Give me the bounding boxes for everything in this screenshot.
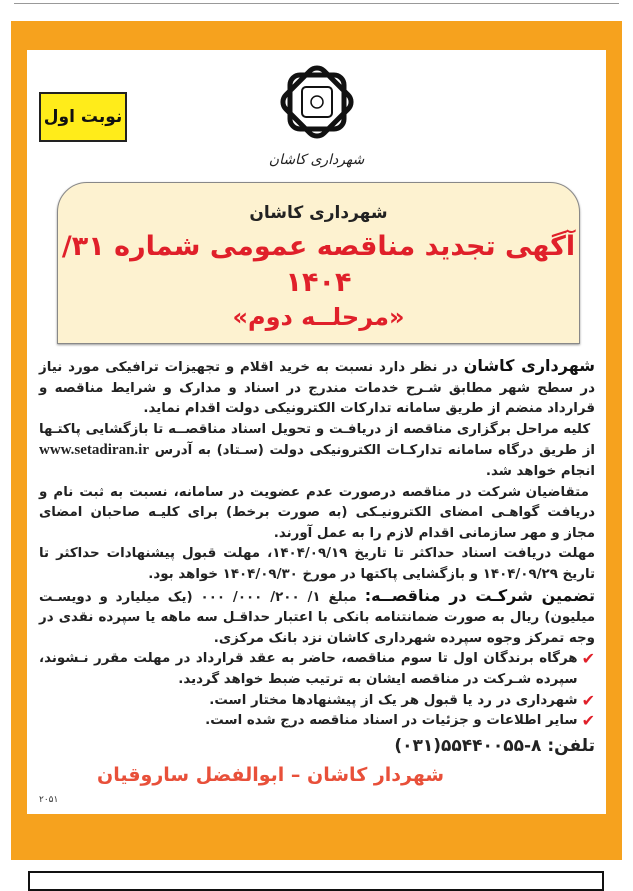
registration-text: متقاضیان شرکت در مناقصه درصورت عدم عضویت در سامانه، نسبت به ثبت نام و دریافت گواهـی امضای الکترونیـکی (به صورت برخط) برای کلیـه صاحبان امضای مجاز و مهر سازمانی اقدام لازم را به عمل آورند. bbox=[39, 484, 595, 541]
ad-code: ۲۰۵۱ bbox=[39, 794, 59, 805]
intro-text: در نظر دارد نسبت به خرید اقلام و تجهیزات ترافیکی مورد نیاز در سطح شهر مطابق شـرح خدمات مندرج در اسناد و مدارک و شرایط مناقصه و قرارداد منضم از طریق سامانه تدارکات الکترونیکی دولت اقدام نماید. bbox=[39, 360, 595, 417]
registration-paragraph bbox=[39, 483, 595, 545]
checkmark-icon: ✔ bbox=[581, 711, 595, 731]
bullet-item bbox=[39, 711, 595, 732]
bullet-text: هرگاه برندگان اول تا سوم مناقصه، حاضر به عقد قرارداد در مهلت مقرر نـشوند، سپرده شـرکت در مناقصه ایشان به ترتیب ضبط خواهد گردید. bbox=[39, 651, 578, 687]
ad-body bbox=[39, 356, 595, 758]
deadlines-paragraph: مهلت دریافت اسناد حداکثر تا تاریخ ۱۴۰۴/۰۹/۱۹، مهلت قبول پیشنهادات حداکثر تا تاریخ ۱۴۰۴/۰۹/۲۹ و بازگشایی پاکتها در مورخ ۱۴۰۴/۰۹/۳۰ خواهد بود. bbox=[39, 546, 595, 582]
process-end: انجام خواهد شد. bbox=[485, 463, 595, 479]
kashan-municipality-logo-icon bbox=[262, 60, 372, 150]
checkmark-icon: ✔ bbox=[581, 649, 595, 669]
phone-label: تلفن: bbox=[547, 735, 595, 756]
bullet-item bbox=[39, 691, 595, 712]
signature: شهردار کاشان – ابوالفضل ساروقیان bbox=[97, 763, 445, 786]
checkmark-icon: ✔ bbox=[581, 690, 595, 710]
guarantee-lead: تضمین شرکـت در مناقصــه: bbox=[364, 585, 596, 605]
ad-frame bbox=[11, 21, 622, 860]
next-ad-border bbox=[28, 871, 604, 891]
tender-title: آگهی تجدید مناقصه عمومی شماره ۳۱/ ۱۴۰۴ bbox=[61, 231, 576, 298]
phone-number: (۰۳۱)۵۵۴۴۰۰۵۵-۸ bbox=[394, 735, 542, 756]
tender-stage: «مرحلــه دوم» bbox=[232, 303, 405, 331]
logo-caption: شهرداری کاشان bbox=[268, 152, 365, 168]
bullet-item bbox=[39, 649, 595, 690]
process-paragraph bbox=[39, 420, 595, 483]
process-text: کلیه مراحل برگزاری مناقصه از دریافـت و تحویل اسناد مناقصــه تا بازگشایی پاکتـها از طریق درگاه سامانه تداركـات الكترونيكى دولت (سـتاد) به آدرس bbox=[39, 421, 595, 459]
guarantee-text: مبلغ ۱/ ۲۰۰/ ۰۰۰/ ۰۰۰ (یک میلیارد و دویسـت میلیون) ریال به صورت ضمانتنامه بانکی با اعتبار حداقـل سه ماهه یا سپرده نقدی در وجه تمرکز وجوه سپرده شهرداری کاشان نزد بانک مرکزی. bbox=[39, 589, 595, 646]
guarantee-paragraph bbox=[39, 586, 595, 650]
bullet-text: شهرداری در رد یا قبول هر یک از پیشنهادها مختار است. bbox=[209, 692, 578, 708]
bullet-text: سایر اطلاعات و جزئیات در اسناد مناقصه درج شده است. bbox=[205, 713, 578, 729]
title-box bbox=[57, 182, 580, 344]
setad-url-link[interactable]: www.setadiran.ir bbox=[39, 442, 149, 459]
intro-lead: شهرداری کاشان bbox=[463, 356, 595, 375]
organization-name: شهرداری کاشان bbox=[249, 203, 388, 223]
ad-content bbox=[27, 50, 606, 814]
intro-paragraph bbox=[39, 356, 595, 420]
phone-line bbox=[39, 734, 595, 758]
publication-round-badge: نوبت اول bbox=[39, 92, 127, 142]
logo-block bbox=[262, 60, 372, 170]
top-divider bbox=[14, 0, 619, 4]
